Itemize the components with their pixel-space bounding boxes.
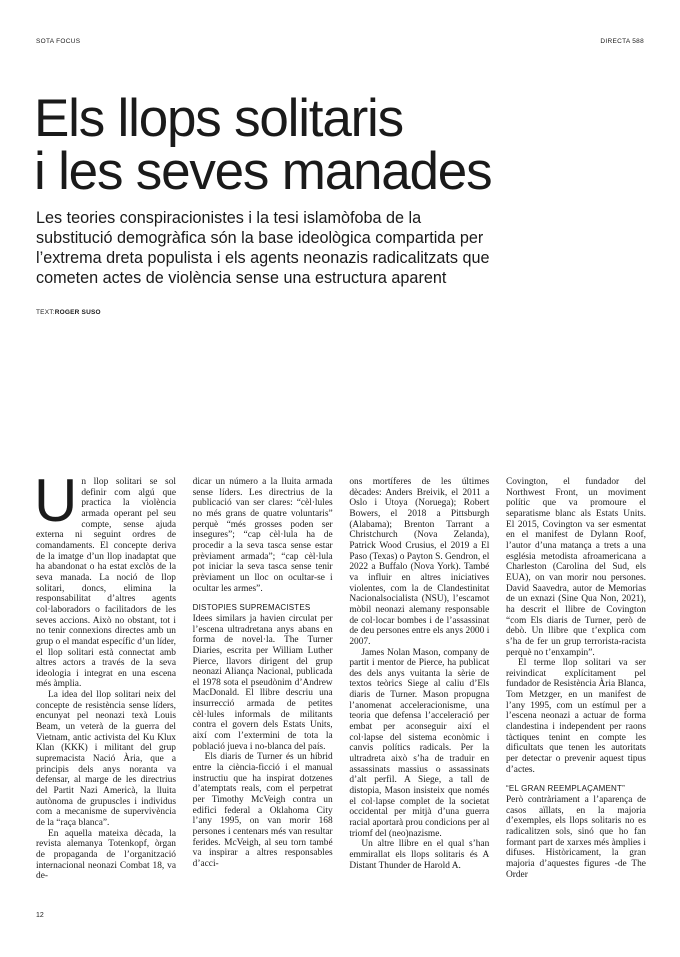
column-1 xyxy=(34,467,176,887)
byline-author: ROGER SUSO xyxy=(54,309,101,316)
byline-label: TEXT: xyxy=(36,309,55,316)
article-deck xyxy=(36,208,556,288)
deck-line-2: substitució demogràfica són la base ideològica compartida per xyxy=(36,229,484,247)
deck-line-1: Les teories conspiracionistes i la tesi islamòfoba de la xyxy=(36,209,422,227)
deck-line-3: l’extrema dreta populista i els agents neonazis radicalitzats que xyxy=(36,249,490,267)
byline xyxy=(36,309,101,316)
page-number: 12 xyxy=(36,912,44,919)
title-line-1: Els llops solitaris xyxy=(34,89,403,148)
subheading: DISTOPIES SUPREMACISTES xyxy=(192,603,311,613)
article-body xyxy=(34,467,646,887)
paragraph: dicar un número a la lluita armada sense líders. Les directrius de la publicació van ser clares: “cèl·lules no més grans de quatre voluntaris” perquè “més grosses poden ser insegures”; “cap cèl·lula ha de procedir a la seva tasca sense estar prèviament armada”; “cap cèl·lula pot iniciar la seva tasca sense tenir prèviament un lloc on ocultar-se i ocultar les armes”. xyxy=(192,477,333,594)
drop-cap: U xyxy=(34,467,78,534)
subheading: “EL GRAN REEMPLAÇAMENT” xyxy=(505,784,625,794)
title-line-2: i les seves manades xyxy=(34,142,492,201)
paragraph: En aquella mateixa dècada, la revista alemanya Totenkopf, òrgan de propaganda de l’organització internacional neonazi Combat 18, va de- xyxy=(36,828,176,882)
paragraph: El terme llop solitari va ser reivindicat explícitament pel fundador de Resistència Ària Blanca, Tom Metzger, en un manifest de l’any 1995, com un estímul per a l’escena neonazi a actuar de forma clandestina i independent per raons tàctiques tenint en compte les dificultats que tenen les autoritats per detectar o prevenir aquest tipus d’actes. xyxy=(505,658,646,775)
paragraph: Idees similars ja havien circulat per l’escena ultradretana anys abans en forma de novel·la. The Turner Diaries, escrita per William Luther Pierce, llavors dirigent del grup neonazi Aliança Nacional, publicada el 1978 sota el pseudònim d’Andrew MacDonald. El llibre descriu una insurrecció armada de petites cèl·lules informals de militants contra el govern dels Estats Units, així com l’extermini de tota la població jueva i no-blanca del país. xyxy=(192,613,333,752)
paragraph: La idea del llop solitari neix del concepte de resistència sense líders, encunyat pel neonazi texà Louis Beam, un veterà de la guerra del Vietnam, antic activista del Ku Klux Klan (KKK) i militant del grup supremacista Nació Ària, que a principis dels anys noranta va defensar, al marge de les directrius del Partit Nazi Americà, la lluita autònoma de grupuscles i individus com a mecanisme de supervivència de la “raça blanca”. xyxy=(36,690,176,828)
section-label: SOTA FOCUS xyxy=(36,38,81,45)
article-title xyxy=(34,89,492,201)
column-4 xyxy=(506,477,646,887)
paragraph: ons mortíferes de les últimes dècades: Anders Breivik, el 2011 a Oslo i Utoya (Noruega); Robert Bowers, el 2018 a Pittsburgh (Alabama); Brenton Tarrant a Christchurch (Nova Zelanda), Patrick Wood Crusius, el 2019 a El Paso (Texas) o Payton S. Gendron, el 2022 a Buffalo (Nova York). També va influir en altres iniciatives violentes, com la de Clandestinitat Nacionalsocialista (NSU), l’escamot mòbil neonazi alemany responsable de col·locar bombes i de l’assassinat de deu persones entre els anys 2000 i 2007. xyxy=(349,477,490,647)
paragraph: Covington, el fundador del Northwest Front, un moviment polític que va promoure el separatisme blanc als Estats Units. El 2015, Covington va ser esmentat en el manifest de Dylann Roof, l’autor d’una matança a trets a una església metodista afroamericana a Charleston (Carolina del Sud, els EUA), on van morir nou persones. David Saavedra, autor de Memorias de un exnazi (Sine Qua Non, 2021), ha descrit el llibre de Covington “com Els diaris de Turner, però de debò. Un llibre que t’explica com s’ha de fer un grup terrorista-racista perquè no t’enxampin”. xyxy=(505,477,646,658)
paragraph: Els diaris de Turner és un híbrid entre la ciència-ficció i el manual instructiu que ha inspirat dotzenes d’atemptats reals, com el perpetrat per Timothy McVeigh contra un edifici federal a Oklahoma City l’any 1995, on van morir 168 persones i centenars més van resultar ferides. McVeigh, al seu torn també va inspirar a altres responsables d’acci- xyxy=(192,752,333,869)
deck-line-4: cometen actes de violència sense una estructura aparent xyxy=(36,269,447,287)
paragraph: Però contràriament a l’aparença de casos aïllats, en la majoria d’exemples, els llops solitaris no es radicalitzen sols, sinó que ho fan formant part de xarxes més àmplies i difuses. Històricament, la gran majoria d’aquestes figures -de The Order xyxy=(505,795,646,880)
column-2 xyxy=(193,477,333,887)
issue-label: DIRECTA 588 xyxy=(600,38,644,45)
paragraph: n llop solitari se sol definir com algú que practica la violència armada operant pel seu compte, sense ajuda externa ni seguint ordres de comandaments. El concepte deriva de la imatge d’un llop inadaptat que ha abandonat o ha estat exclòs de la seva manada. La noció de llop solitari, doncs, elimina la responsabilitat d’altres agents col·laboradors o facilitadors de les seves accions. Això no obstant, tot i no tenir connexions directes amb un grup o el mandat específic d’un líder, el llop solitari està connectat amb altres actors a través de la seva ideologia i integrat en una escena més àmplia. xyxy=(36,477,176,690)
paragraph: Un altre llibre en el qual s’han emmirallat els llops solitaris és A Distant Thunder de Harold A. xyxy=(349,839,490,871)
paragraph: James Nolan Mason, company de partit i mentor de Pierce, ha publicat des dels anys vuitanta la sèrie de textos teòrics Siege al caliu d’Els diaris de Turner. Mason propugna l’anomenat acceleracionisme, una teoria que defensa l’acceleració per embat per aconseguir així el col·lapse del sistema econòmic i canvis polítics radicals. Per la ultradreta això s’ha de traduir en assassinats massius o assassinats d’alt perfil. A Siege, a tall de distopia, Mason insisteix que només el col·lapse complet de la societat occidental per mitjà d’una guerra racial aportarà prou condicions per al triomf del (neo)nazisme. xyxy=(349,647,490,839)
column-3 xyxy=(349,477,489,887)
